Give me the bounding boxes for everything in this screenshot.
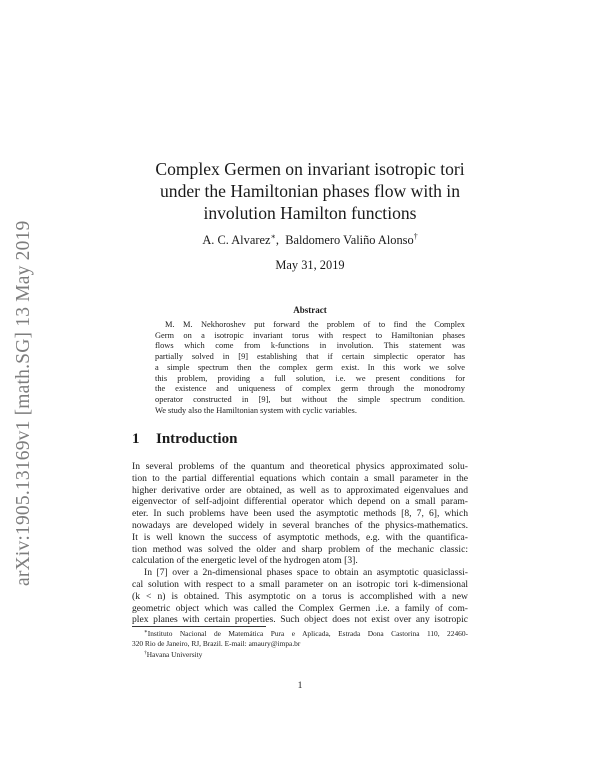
body-line: In [7] over a 2n-dimensional phases space to obtain an asymptotic quasiclassi- (144, 567, 468, 579)
body-line: In several problems of the quantum and theoretical physics approximated solu- (132, 461, 468, 472)
abstract-line: flows which come from k-functions in involution. This statement was (155, 341, 465, 351)
author-list (120, 232, 500, 248)
arxiv-identifier-stamp[interactable]: arXiv:1905.13169v1 [math.SG] 13 May 2019 (13, 220, 34, 586)
author-name: A. C. Alvarez (202, 233, 271, 247)
body-line: geometric object which was called the Complex Germen .i.e. a family of com- (132, 602, 468, 614)
body-line: plex planes with certain properties. Such object does not exist over any isotropic (132, 614, 468, 626)
footnote-line (132, 649, 468, 660)
body-line: tion method was solved the older and sharp problem of the mechanic classic: (132, 543, 468, 555)
abstract-line: We study also the Hamiltonian system with cyclic variables. (155, 405, 357, 415)
section-heading (132, 431, 237, 448)
paper-date: May 31, 2019 (275, 258, 345, 272)
title-line: under the Hamiltonian phases flow with in (159, 181, 460, 201)
author-name: Baldomero Valiño Alonso (285, 233, 414, 247)
footnote-marker[interactable]: † (413, 232, 418, 241)
section-title: Introduction (156, 431, 238, 447)
footnote-line: 320 Rio de Janeiro, RJ, Brazil. E-mail: amaury@impa.br (132, 638, 301, 648)
body-text (132, 461, 468, 626)
footnote-mark: ∗ (144, 629, 148, 635)
body-line: calculation of the energetic level of the hydrogen atom [3]. (132, 555, 358, 567)
abstract-line: this problem, providing a full solution, i.e. we present conditions for (155, 373, 465, 383)
body-line: tion to the partial differential equations which contain a small parameter in the (132, 472, 468, 484)
abstract-line: Germ on a isotropic invariant torus with respect to Hamiltonian phases (155, 330, 465, 340)
footnote-rule (132, 626, 266, 627)
abstract-heading: Abstract (293, 305, 327, 315)
footnote-text: Instituto Nacional de Matemática Pura e Aplicada, Estrada Dona Castorina 110, 22460- (147, 629, 468, 638)
body-line: nowadays are developed widely in several branches of the physics-mathematics. (132, 519, 468, 531)
footnote-line (132, 628, 468, 639)
body-line: higher derivative order are obtained, as well as to approximated eigenvalues and (132, 484, 468, 496)
body-line: cal solution with respect to a small parameter on an isotropic tori k-dimensional (132, 578, 468, 590)
author-separator: , (275, 233, 286, 247)
title-line: involution Hamilton functions (203, 203, 417, 223)
abstract-line: operator constructed in [9], but without the simple spectrum condition. (155, 394, 465, 404)
body-line: eigenvector of self-adjoint differential operator which depend on a small param- (132, 496, 468, 508)
paper-title (120, 158, 500, 224)
abstract-line: M. M. Nekhoroshev put forward the problem of to find the Complex (165, 320, 465, 329)
body-line: eter. In such problems have been used the asymptotic methods [8, 7, 6], which (132, 508, 468, 520)
page-number: 1 (297, 680, 303, 691)
abstract-line: the existence and uniqueness of complex germ through the monodromy (155, 384, 465, 394)
title-line: Complex Germen on invariant isotropic tori (155, 159, 465, 179)
body-line: (k < n) is obtained. This asymptotic on a torus is accomplished with a new (132, 590, 468, 602)
abstract-line: partially solved in [9] establishing that if certain simplectic operator has (155, 352, 465, 362)
footnote-mark: † (144, 649, 147, 656)
footnote-marker[interactable]: ∗ (270, 232, 276, 241)
abstract-body (155, 320, 465, 416)
body-line: It is well known the success of asymptotic methods, e.g. with the quantifica- (132, 531, 468, 543)
abstract-line: a simple spectrum then the complex germ exist. In this work we solve (155, 362, 465, 372)
footnote-text: Havana University (146, 649, 203, 659)
section-number: 1 (132, 431, 140, 447)
footnotes (132, 628, 468, 659)
